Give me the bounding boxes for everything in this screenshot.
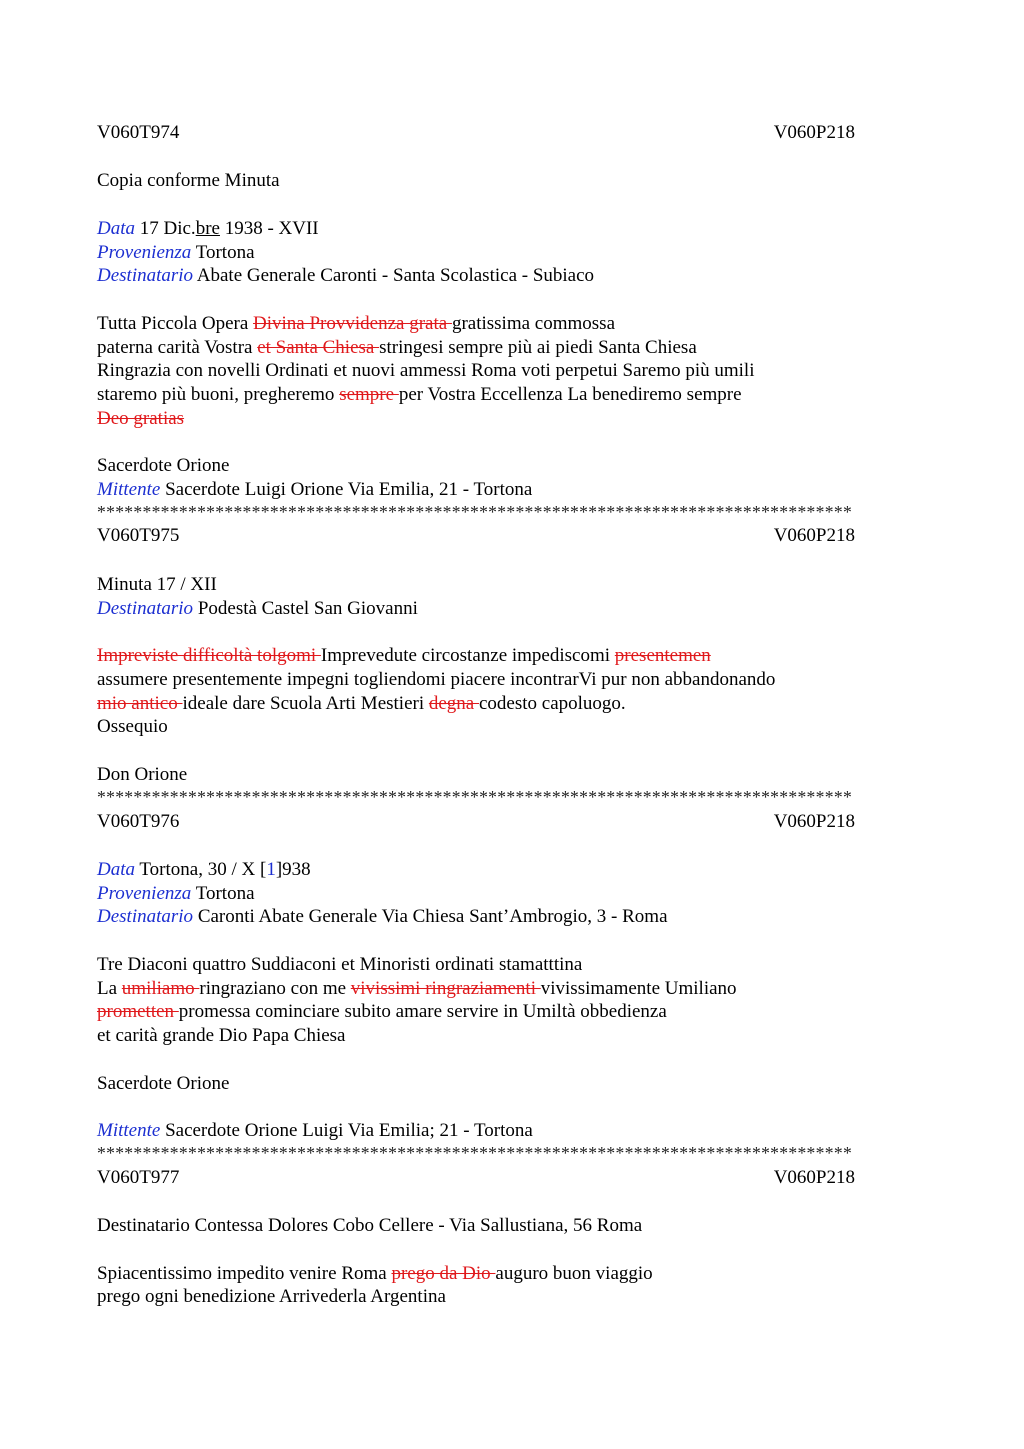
body-text: promessa cominciare subito amare servire in Umiltà obbedienza — [178, 1001, 667, 1022]
destinatario-line — [97, 905, 857, 929]
body-line — [97, 1000, 857, 1024]
destinatario-line — [97, 264, 857, 288]
data-value-a: Tortona, 30 / X [ — [135, 859, 267, 880]
body-text: paterna carità Vostra — [97, 337, 258, 358]
provenienza-line — [97, 882, 857, 906]
signature: Sacerdote Orione — [97, 1073, 230, 1094]
mittente-line — [97, 1119, 857, 1143]
deleted-text: Impreviste difficoltà tolgomi — [97, 645, 321, 666]
provenienza-value: Tortona — [191, 883, 255, 904]
entry-header — [97, 810, 855, 834]
destinatario-value: Podestà Castel San Giovanni — [193, 598, 418, 619]
body-text: Imprevedute circostanze impediscomi — [320, 645, 615, 666]
deleted-text: Deo gratias — [97, 408, 185, 429]
body-line: et carità grande Dio Papa Chiesa — [97, 1025, 346, 1046]
data-value-underlined: bre — [195, 218, 220, 239]
entry-code: V060T974 — [97, 122, 180, 143]
body-text: La — [97, 978, 122, 999]
provenienza-label: Provenienza — [97, 242, 192, 263]
data-line — [97, 217, 857, 241]
body-text: codesto capoluogo. — [479, 693, 626, 714]
body-text: staremo più buoni, pregheremo — [97, 384, 340, 405]
body-line — [97, 383, 857, 407]
deleted-text: degna — [428, 693, 479, 714]
mittente-line — [97, 478, 857, 502]
body-text: gratissima commossa — [451, 313, 615, 334]
provenienza-value: Tortona — [191, 242, 255, 263]
deleted-text: et Santa Chiesa — [257, 337, 380, 358]
entry-header — [97, 524, 855, 548]
entry-header — [97, 121, 855, 145]
destinatario-line — [97, 597, 857, 621]
body-line: assumere presentemente impegni togliendomi piacere incontrarVi pur non abbandonando — [97, 669, 776, 690]
data-label: Data — [97, 859, 135, 880]
deleted-text: presentemen — [614, 645, 711, 666]
body-text: stringesi sempre più ai piedi Santa Chiesa — [379, 337, 697, 358]
mittente-value: Sacerdote Luigi Orione Via Emilia, 21 - Tortona — [160, 479, 533, 500]
data-value-a: 17 Dic. — [139, 218, 196, 239]
deleted-text: vivissimi ringraziamenti — [350, 978, 541, 999]
signature: Don Orione — [97, 764, 188, 785]
deleted-text: prometten — [97, 1001, 179, 1022]
data-value-b: ]938 — [275, 859, 311, 880]
entry-code: V060T976 — [97, 811, 180, 832]
body-line — [97, 1262, 857, 1286]
body-line — [97, 336, 857, 360]
entry-code: V060T975 — [97, 525, 180, 546]
body-line: prego ogni benedizione Arrivederla Argentina — [97, 1286, 446, 1307]
body-text: per Vostra Eccellenza La benediremo sempre — [398, 384, 742, 405]
deleted-text: mio antico — [97, 693, 183, 714]
body-text: ringraziano con me — [199, 978, 351, 999]
deleted-text: Divina Provvidenza grata — [253, 313, 452, 334]
body-line — [97, 407, 857, 431]
entry-page-ref: V060P218 — [773, 811, 855, 832]
entry-page-ref: V060P218 — [773, 122, 855, 143]
body-text: ideale dare Scuola Arti Mestieri — [182, 693, 429, 714]
body-line — [97, 312, 857, 336]
destinatario-value: Caronti Abate Generale Via Chiesa Sant’Ambrogio, 3 - Roma — [193, 906, 668, 927]
provenienza-line — [97, 241, 857, 265]
deleted-text: sempre — [339, 384, 399, 405]
body-line — [97, 644, 857, 668]
body-line — [97, 977, 857, 1001]
destinatario-label: Destinatario — [97, 598, 194, 619]
body-line — [97, 692, 857, 716]
deleted-text: umiliamo — [121, 978, 200, 999]
signature: Sacerdote Orione — [97, 455, 230, 476]
body-line: Ossequio — [97, 716, 168, 737]
destinatario-value: Abate Generale Caronti - Santa Scolastica - Subiaco — [193, 265, 595, 286]
mittente-label: Mittente — [97, 1120, 161, 1141]
data-value-b: 1938 - XVII — [219, 218, 319, 239]
entry-page-ref: V060P218 — [773, 1167, 855, 1188]
data-line — [97, 858, 857, 882]
body-line: Ringrazia con novelli Ordinati et nuovi ammessi Roma voti perpetui Saremo più umili — [97, 360, 755, 381]
mittente-value: Sacerdote Orione Luigi Via Emilia; 21 - Tortona — [160, 1120, 533, 1141]
destinatario-label: Destinatario — [97, 906, 194, 927]
separator: *********************************************************************************** — [97, 1143, 853, 1163]
deleted-text: prego da Dio — [391, 1263, 496, 1284]
destinatario-label: Destinatario — [97, 265, 194, 286]
data-value-inserted: 1 — [266, 859, 276, 880]
provenienza-label: Provenienza — [97, 883, 192, 904]
separator: *********************************************************************************** — [97, 787, 853, 807]
copy-note: Copia conforme Minuta — [97, 170, 280, 191]
entry-header — [97, 1166, 855, 1190]
body-text: vivissimamente Umiliano — [540, 978, 737, 999]
entry-code: V060T977 — [97, 1167, 180, 1188]
destinatario-line: Destinatario Contessa Dolores Cobo Cellere - Via Sallustiana, 56 Roma — [97, 1215, 643, 1236]
mittente-label: Mittente — [97, 479, 161, 500]
entry-page-ref: V060P218 — [773, 525, 855, 546]
minuta-line: Minuta 17 / XII — [97, 574, 217, 595]
body-line: Tre Diaconi quattro Suddiaconi et Minoristi ordinati stamatttina — [97, 954, 583, 975]
separator: *********************************************************************************** — [97, 502, 853, 522]
body-text: auguro buon viaggio — [495, 1263, 653, 1284]
data-label: Data — [97, 218, 135, 239]
body-text: Tutta Piccola Opera — [97, 313, 254, 334]
body-text: Spiacentissimo impedito venire Roma — [97, 1263, 392, 1284]
